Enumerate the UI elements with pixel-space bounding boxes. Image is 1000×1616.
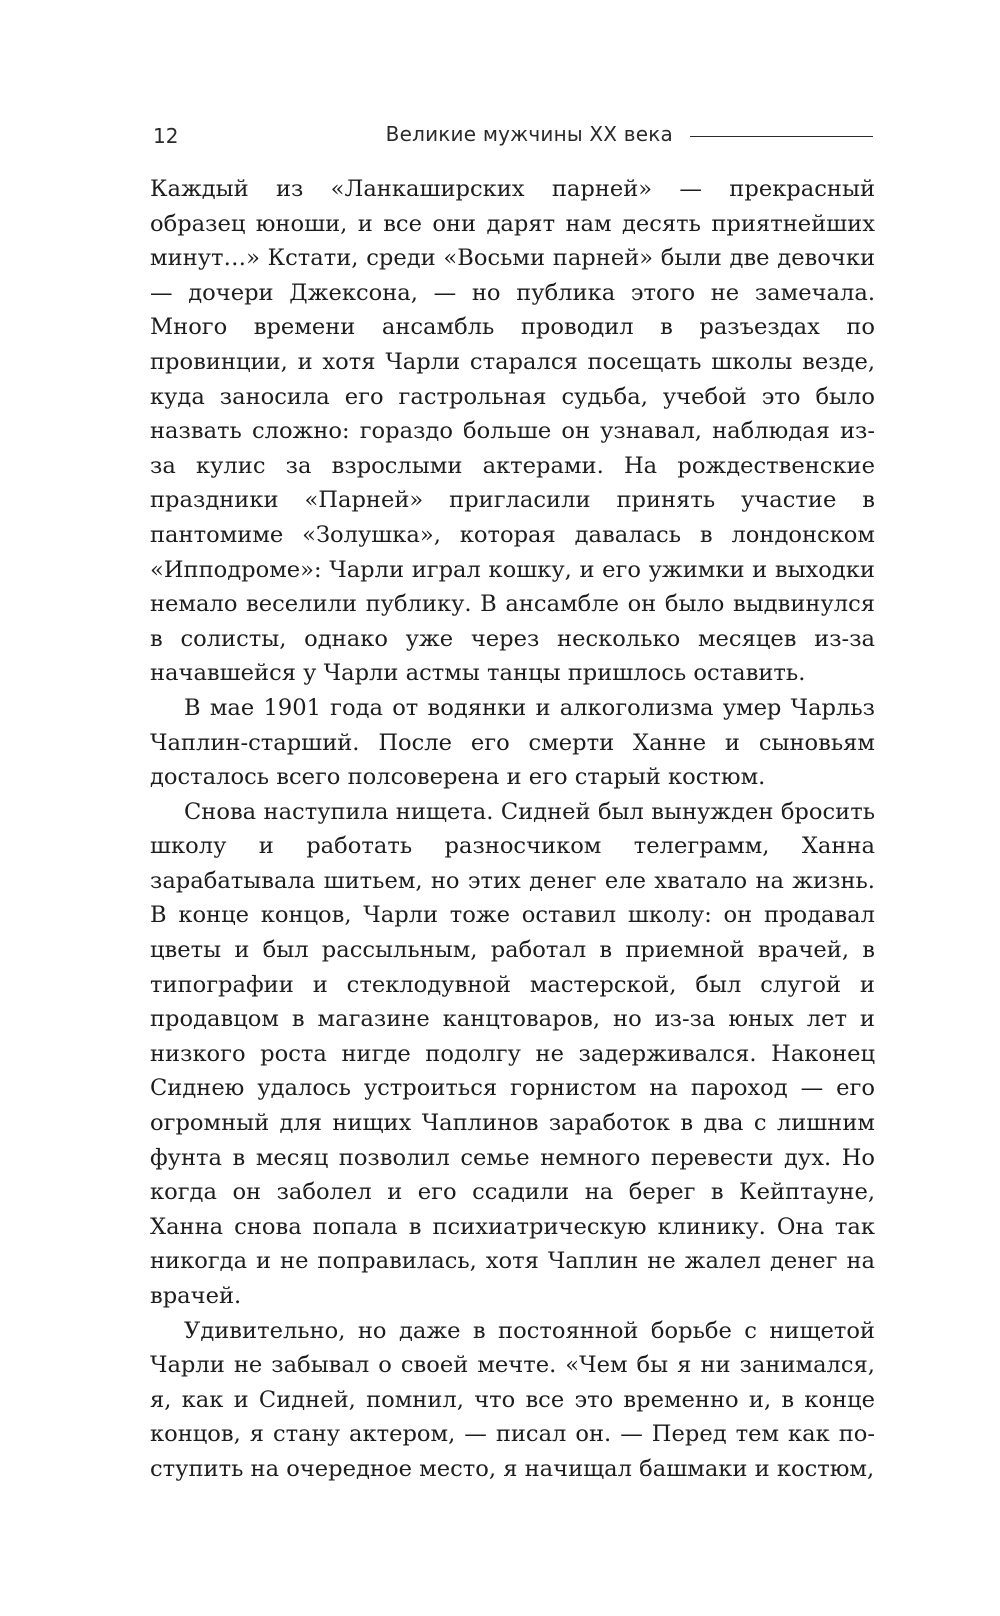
paragraph: Удивительно, но даже в постоянной борьбе с нищетой Чарли не забывал о своей мечте. «Чем бы я ни занимался, я, как и Сидней, помнил, что все это временно и, в конце концов, я стану актером, — писал он. — Перед тем как поступить на очередное место, я начищал башмаки и костюм, xyxy=(150,1317,875,1482)
paragraph: В мае 1901 года от водянки и алкоголизма умер Чарльз Чаплин-старший. После его смерти Ханне и сыновьям досталось всего полсоверена и его старый костюм. xyxy=(150,694,875,791)
running-header xyxy=(153,118,873,154)
page-number: 12 xyxy=(153,124,179,148)
running-title: Великие мужчины XX века xyxy=(385,122,673,146)
paragraph-continued: Каждый из «Ланкаширских парней» — прекрасный образец юноши, и все они дарят нам десять приятнейших минут…» Кстати, среди «Восьми парней» были две девочки — дочери Джексона, — но публика этого не замечала. Много времени ансамбль проводил в разъездах по провинции, и хотя Чарли старался посещать школы везде, куда заносила его гастрольная судьба, учебой это было назвать сложно: гораздо больше он узнавал, наблюдая из-за кулис за взрослыми актерами. На рождественские праздники «Парней» пригласили принять участие в пантомиме «Золушка», которая давалась в лондонском «Ипподроме»: Чарли играл кошку, и его ужимки и выходки немало веселили публику. В ансамбле он было выдвинулся в солисты, однако уже через несколько месяцев из-за начавшейся у Чарли астмы танцы пришлось оставить. xyxy=(150,176,875,687)
body-text xyxy=(150,172,875,1487)
paragraph: Снова наступила нищета. Сидней был вынужден бросить школу и работать разносчиком телеграмм, Ханна зарабатывала шитьем, но этих денег еле хватало на жизнь. В конце концов, Чарли тоже оставил школу: он продавал цветы и был рассыльным, работал в приемной врачей, в типографии и стеклодувной мастерской, был слугой и продавцом в магазине канцтоваров, но из-за юных лет и низкого роста нигде подолгу не задерживался. Наконец Сиднею удалось устроиться горнистом на пароход — его огромный для нищих Чаплинов заработок в два с лишним фунта в месяц позволил семье немного перевести дух. Но когда он заболел и его ссадили на берег в Кейптауне, Ханна снова попала в психиатрическую клинику. Она так никогда и не поправилась, хотя Чаплин не жалел денег на врачей. xyxy=(150,798,875,1309)
header-rule xyxy=(690,136,873,137)
